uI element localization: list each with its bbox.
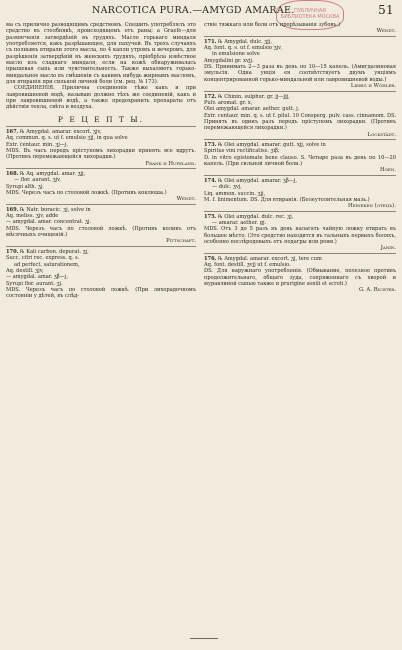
recipe-line: ℞ Amygdal. amarar. excort. ʒj, tere cum bbox=[218, 255, 322, 262]
recipe-line: ℞ Olei amygdal. amarar. gutt. xjj, solve in bbox=[218, 142, 326, 149]
recipe-author: Lockstädt. bbox=[367, 131, 396, 138]
recipe-line: Syrupi alth. ʒj. bbox=[6, 183, 44, 190]
recipe-line: ℞ Kali carbon. depurat. ʒj, bbox=[20, 248, 89, 255]
recipe-author: Heineken (отецъ). bbox=[348, 203, 396, 210]
recipe-instructions: M. f. linimentum. DS. Для втиранія. (Болеутолительная мазь.) bbox=[204, 196, 370, 203]
recipe-line: in emulsione solve bbox=[212, 51, 260, 58]
recipe-author: Pittschaft. bbox=[166, 238, 196, 245]
recipe-number: 168. bbox=[6, 170, 19, 177]
recipe-line: — flor. aurant. ʒjv, bbox=[14, 177, 61, 184]
recipe-author: Wendt. bbox=[376, 28, 396, 35]
recipe-author: Wendt. bbox=[176, 196, 196, 203]
compounds-paragraph: СОЕДИНЕНІЯ. Прилична соединенія тѣже какъ и при лавровишневой водѣ, называю должно тѣхъ же соединеній, какъ и при лавровишневой водѣ, а также предохранить препараты отъ дѣйствія тепла, свѣта и воздуха. bbox=[6, 85, 196, 111]
recipe-number: 169. bbox=[6, 206, 19, 213]
recipe-instructions: MDS. Въ часъ передъ пріступомъ лихорадки принять все вдругъ. (Противъ перемежающейся лихорадки.) bbox=[6, 147, 196, 161]
recipe-entry bbox=[6, 126, 196, 167]
recipe-line: — dulc. ʒvj, bbox=[212, 184, 242, 191]
footer-rule bbox=[190, 638, 218, 639]
recipe-line: Liq. ammon. succin. ʒjj, bbox=[204, 190, 266, 197]
page-number: 51 bbox=[378, 3, 394, 17]
recipe-author: Hoen. bbox=[379, 167, 396, 174]
recipe-author: Frank и Hufeland. bbox=[145, 160, 196, 167]
recipe-number: 172. bbox=[204, 93, 217, 100]
right-column bbox=[204, 22, 396, 628]
recipe-instructions: Extr. centaur. min. q. s. ut f. pilul. 10 Consperg. pulv. cass. cinnamom. DS. Принять въ одинъ разъ передъ пріступомъ лихорадки. (Противъ перемежающейся лихорадки.) bbox=[204, 112, 396, 132]
recipe-instructions: DS. Принимать 2—3 раза въ день по 10—15 капель. (Амигдалиновая эмульсія. Одна унція ея соотвѣтствуетъ двумъ унціямъ концентрированной горько-миндальной или лавровишневой воды.) bbox=[204, 64, 396, 83]
recipe-entry bbox=[204, 175, 396, 210]
recipe-instructions: MDS. Отъ 3 до 5 разъ въ день налагать чайную ложку втирать въ большее мѣсто. (Это средство находится въ гальныхъ первыхъ боляхъ, особенно послѣродовыхъ отъ подагры или ревм.) bbox=[204, 226, 396, 245]
recipe-entry bbox=[204, 253, 396, 294]
recipe-instructions: MDS. Черезъ часъ по столовой ложкѣ. (При лихорадочномъ состояніи у дѣтей, въ слѣд- bbox=[6, 286, 196, 300]
recipe-entry bbox=[204, 211, 396, 252]
recipe-entry bbox=[204, 139, 396, 174]
recipe-instructions: MDS. Черезъ часъ по столовой ложкѣ. (Противъ коликъ отъ мѣсячныхъ очищеній.) bbox=[6, 225, 196, 239]
recipe-entry bbox=[204, 36, 396, 90]
recipe-line: ℞ Aq. amygdal. amar. ʒjj, bbox=[20, 170, 86, 177]
recipe-line: ad perfect. saturationem, bbox=[14, 261, 80, 268]
recipe-author: Janin. bbox=[380, 245, 396, 252]
recipe-line: Pulv. aromat. gr. x, bbox=[204, 99, 253, 106]
recipe-number: 171. bbox=[204, 38, 217, 45]
recipe-line: ℞ Natr. boracic. ʒj, solve in bbox=[20, 206, 91, 213]
recipe-line: ℞ Amygdal. amarar. excort. ʒjv, bbox=[20, 128, 102, 135]
recipe-line: — amygdal. amar. concentrat. ʒj. bbox=[6, 219, 92, 226]
recipe-instructions: D. in vitro epistomate bene clauso. S. Четыре раза въ день по 10—20 капель. (При сильной личной боли.) bbox=[204, 154, 396, 168]
recipe-line: ℞ Olei amygdal. amarar. ʒβ—j, bbox=[218, 177, 298, 184]
recipe-author: G. A. Richter. bbox=[358, 287, 396, 294]
recipe-entry bbox=[6, 246, 196, 300]
recipe-number: 176. bbox=[204, 255, 217, 262]
recipe-entry bbox=[6, 204, 196, 245]
recipe-line: Olei amygdal. amarar. aether. gutt. j, bbox=[204, 106, 300, 113]
recipe-line: Extr. centaur. min. ʒj—j. bbox=[6, 141, 69, 148]
recipe-line: Spiritus vini rectificatiss. ʒiβ; bbox=[204, 148, 280, 155]
recipe-entry bbox=[204, 91, 396, 138]
recipe-line: ℞ Amygdal. dulc. ʒjj, bbox=[218, 38, 272, 45]
recipe-instructions: DS. Для наружнаго употребленія. (Обмывание, полезное противъ продолжительнаго, общаго зуда, сопряженнаго съ хворой и муравлиной сыпью также и pruriginе senili et scroti.) bbox=[204, 268, 396, 288]
left-column bbox=[6, 22, 196, 628]
recipe-line: ℞ Chinin. sulphur. gr. jj—jjj, bbox=[218, 93, 290, 100]
recipes-heading: Р Е Ц Е П Т Ы. bbox=[57, 114, 145, 124]
page-title: NARCOTICA PURA.—AMYGD AMARAE. bbox=[92, 5, 295, 16]
recipe-entry bbox=[6, 168, 196, 203]
recipe-line: Succ. citri rec. express. q. s. bbox=[6, 255, 80, 262]
recipe-instructions: MDS. Черезъ часъ по столовой ложкѣ. (Противъ коклюша.) bbox=[6, 189, 167, 196]
recipe-line: Amygdalini gr. xvjj. bbox=[204, 57, 254, 64]
recipe-line: Aq. destill. ʒjv, bbox=[6, 267, 44, 274]
recipe-author: Liebig и Wöhler. bbox=[350, 83, 396, 90]
recipe-number: 170. bbox=[6, 248, 19, 255]
stamp-text: ПУБЛИЧНАЯ БИБЛИОТЕКА МОСКВА bbox=[280, 8, 340, 20]
recipe-line: Aq. commun. q. s. ut f. emulsio ʒjj, in qua solve bbox=[6, 135, 128, 142]
recipe-number: 175. bbox=[204, 213, 217, 220]
recipe-line: — amygdal. amar. ʒβ—j, bbox=[6, 274, 69, 281]
recipe-line: ℞ Olei amygdal. dulc. rec. ʒj, bbox=[218, 213, 294, 220]
recipe-number: 174. bbox=[204, 177, 217, 184]
intro-paragraph: ма съ прилично разводящимъ средствомъ. Спешить употреблялъ это средство въ столбнякѣ, происходящемъ отъ раны; а Graefe—для размягченія затвердѣній въ грудяхъ. Масло горькаго миндаля употребляется, какъ разрѣшающее, для пахучей. Въ трехъ случаяхъ съ полнымъ втирали этого масла, по 4 капли утромъ и вечеромъ, для разрѣшенія затвердѣній въ женскихъ грудяхъ, пріобрѣла извѣстное масло изъ сладкаго миндаля, если на кожѣ обнаруживалась прыщевая сыпь или чувствительность. Также выхаляютъ горько-миндальное масло въ смѣшеніи съ какимъ нибудь жирнымъ масломъ, для втиранія при сильной личной боли (см. рец. № 173). bbox=[6, 22, 196, 86]
carryover-text: ствіе тяжкаго или боли отъ прорѣзыванія зубовъ.) bbox=[204, 22, 341, 28]
recipe-line: Syrupi flor. aurant. ʒj. bbox=[6, 280, 63, 287]
recipe-line: — amarar. aether. gj. bbox=[212, 219, 267, 226]
recipe-line: Aq. font. destill. ʒvjj ut f. emulsio. bbox=[204, 262, 291, 269]
recipe-number: 167. bbox=[6, 128, 19, 135]
recipe-number: 173. bbox=[204, 142, 217, 149]
recipe-line: Aq. font. q. s. ut f. emulsio ʒjv, bbox=[204, 45, 282, 52]
recipe-line: Aq. meliss. ʒjv, adde bbox=[6, 213, 59, 220]
